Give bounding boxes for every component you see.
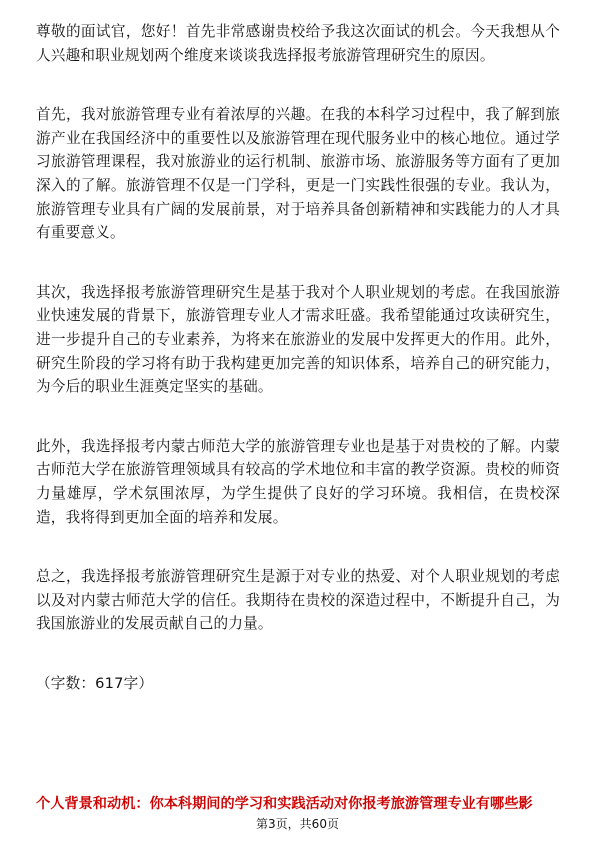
paragraph-intro: 尊敬的面试官，您好！首先非常感谢贵校给予我这次面试的机会。今天我想从个人兴趣和职业规划两个维度来谈谈我选择报考旅游管理研究生的原因。 (36, 23, 560, 64)
paragraph-university: 此外，我选择报考内蒙古师范大学的旅游管理专业也是基于对贵校的了解。内蒙古师范大学在旅游管理领域具有较高的学术地位和丰富的教学资源。贵校的师资力量雄厚，学术氛围浓厚，为学生提供了良好的学习环境。我相信，在贵校深造，我将得到更加全面的培养和发展。 (36, 437, 560, 526)
page-footer: 第3页，共60页 (256, 817, 339, 831)
word-count: （字数：617字） (36, 674, 154, 692)
paragraph-career: 其次，我选择报考旅游管理研究生是基于我对个人职业规划的考虑。在我国旅游业快速发展的背景下，旅游管理专业人才需求旺盛。我希望能通过攻读研究生，进一步提升自己的专业素养，为将来在旅游业的发展中发挥更大的作用。此外，研究生阶段的学习将有助于我构建更加完善的知识体系，培养自己的研究能力，为今后的职业生涯奠定坚实的基础。 (36, 283, 560, 396)
paragraph-interest: 首先，我对旅游管理专业有着浓厚的兴趣。在我的本科学习过程中，我了解到旅游产业在我国经济中的重要性以及旅游管理在现代服务业中的核心地位。通过学习旅游管理课程，我对旅游业的运行机制、旅游市场、旅游服务等方面有了更加深入的了解。旅游管理不仅是一门学科，更是一门实践性很强的专业。我认为，旅游管理专业具有广阔的发展前景，对于培养具备创新精神和实践能力的人才具有重要意义。 (36, 106, 560, 242)
answer-body (36, 20, 560, 731)
next-question-heading: 个人背景和动机：你本科期间的学习和实践活动对你报考旅游管理专业有哪些影 (36, 796, 533, 812)
paragraph-conclusion: 总之，我选择报考旅游管理研究生是源于对专业的热爱、对个人职业规划的考虑以及对内蒙古师范大学的信任。我期待在贵校的深造过程中，不断提升自己，为我国旅游业的发展贡献自己的力量。 (36, 568, 560, 633)
